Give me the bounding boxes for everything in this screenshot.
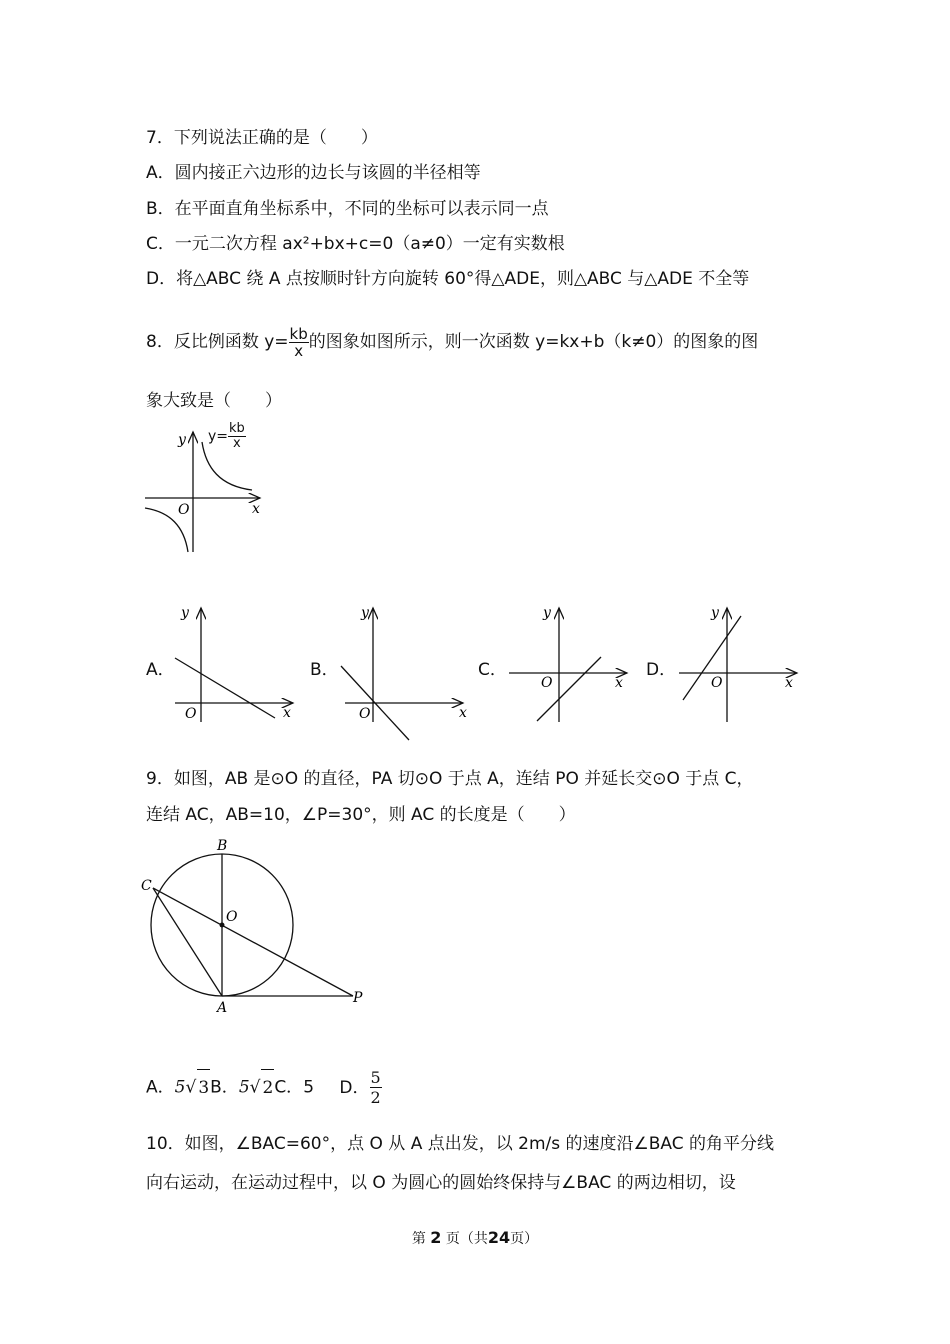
q8-option-a-graph — [165, 600, 300, 725]
svg-text:y: y — [181, 605, 189, 621]
q8-func-den: x — [233, 436, 241, 451]
center-point — [220, 923, 225, 928]
svg-text:x: x — [615, 675, 623, 691]
q8-option-d-graph — [675, 600, 805, 725]
q9-option-d-den: 2 — [370, 1088, 381, 1107]
q10-line2: 向右运动，在运动过程中，以 O 为圆心的圆始终保持与∠BAC 的两边相切，设 — [146, 1173, 736, 1193]
q9-option-c-value: 5 — [303, 1077, 315, 1098]
q8-stem-part1: 8．反比例函数 y= — [146, 332, 289, 352]
label-o: O — [226, 909, 238, 925]
q8-func-label — [208, 422, 246, 451]
q9-option-a-coef: 5 — [174, 1077, 186, 1098]
q8-stem-line2: 象大致是（ ） — [146, 391, 282, 411]
q8-stem-part2: 的图象如图所示，则一次函数 y=kx+b（k≠0）的图象的图 — [308, 332, 759, 352]
svg-text:y: y — [711, 605, 719, 621]
q9-option-a-label: A． — [146, 1077, 175, 1098]
label-c: C — [141, 878, 152, 894]
line-pc — [153, 888, 353, 996]
label-b: B — [217, 838, 228, 854]
svg-text:O: O — [359, 706, 371, 722]
q7-option-d: D．将△ABC 绕 A 点按顺时针方向旋转 60°得△ADE，则△ABC 与△ADE 不全等 — [146, 269, 750, 289]
q9-options: A．5√ 3B．5√ 2C．5 D． $\frac{5}{2}$ — [146, 1068, 381, 1107]
q8-option-d-label: D． — [646, 660, 677, 680]
q9-circle-diagram — [135, 832, 375, 1022]
label-p: P — [353, 990, 363, 1006]
q9-option-b-coef: 5 — [238, 1077, 250, 1098]
svg-text:x: x — [459, 705, 467, 721]
svg-text:y: y — [361, 605, 369, 621]
q7-stem: 7．下列说法正确的是（ ） — [146, 128, 378, 148]
q9-line1: 9．如图，AB 是⊙O 的直径，PA 切⊙O 于点 A，连结 PO 并延长交⊙O 于点 C， — [146, 769, 754, 789]
q8-func-num: kb — [229, 421, 245, 436]
svg-text:O: O — [185, 706, 197, 722]
x-label: x — [252, 501, 260, 517]
q8-option-a-label: A． — [146, 660, 175, 680]
q8-option-c-graph — [505, 600, 635, 725]
page-footer: 第 2 页（共24页） — [411, 1228, 539, 1247]
q9-option-d-frac — [370, 1068, 382, 1107]
q9-option-b-rad: 2 — [261, 1069, 274, 1106]
q8-option-b-graph — [335, 600, 470, 745]
svg-text:x: x — [785, 675, 793, 691]
q8-stem — [146, 322, 758, 362]
q9-line2: 连结 AC，AB=10，∠P=30°，则 AC 的长度是（ ） — [146, 805, 576, 825]
q8-option-b-label: B． — [310, 660, 339, 680]
svg-text:x: x — [283, 705, 291, 721]
q9-option-d-label: D． — [339, 1077, 370, 1098]
q9-option-c-label: C． — [274, 1077, 304, 1098]
q9-option-d-num: 5 — [370, 1068, 381, 1087]
q8-option-c-label: C． — [478, 660, 507, 680]
q7-option-a: A．圆内接正六边形的边长与该圆的半径相等 — [146, 163, 481, 183]
q8-frac-num: kb — [289, 324, 308, 343]
label-a: A — [217, 1000, 228, 1016]
origin-label: O — [178, 502, 190, 518]
q9-option-b-label: B． — [210, 1077, 239, 1098]
q7-option-c: C．一元二次方程 ax²+bx+c=0（a≠0）一定有实数根 — [146, 234, 565, 254]
q9-option-a-rad: 3 — [197, 1069, 210, 1106]
svg-text:y: y — [543, 605, 551, 621]
y-label: y — [178, 432, 186, 448]
q7-option-b: B．在平面直角坐标系中，不同的坐标可以表示同一点 — [146, 199, 549, 219]
q8-frac-den: x — [294, 341, 304, 360]
q8-func-prefix: y= — [208, 428, 229, 445]
page-number: 2 — [430, 1228, 442, 1247]
page-total: 24 — [487, 1228, 511, 1247]
svg-text:O: O — [541, 675, 553, 691]
q10-line1: 10．如图，∠BAC=60°，点 O 从 A 点出发，以 2m/s 的速度沿∠BAC 的角平分线 — [146, 1134, 775, 1154]
q8-func-frac — [228, 422, 246, 451]
q8-stem-fraction — [289, 326, 309, 359]
svg-text:O: O — [711, 675, 723, 691]
line-ac — [153, 888, 222, 996]
